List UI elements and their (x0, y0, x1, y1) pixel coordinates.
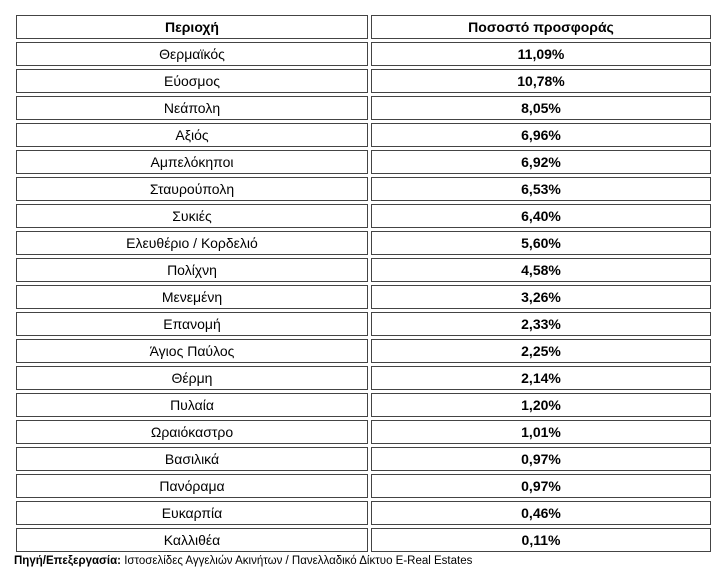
offer-percentage-cell: 2,33% (371, 312, 711, 336)
offer-percentage-cell: 3,26% (371, 285, 711, 309)
region-cell: Πολίχνη (16, 258, 368, 282)
region-cell: Αμπελόκηποι (16, 150, 368, 174)
table-row (16, 393, 711, 417)
region-cell: Νεάπολη (16, 96, 368, 120)
table-row (16, 123, 711, 147)
offer-percentage-cell: 6,53% (371, 177, 711, 201)
table-row (16, 231, 711, 255)
table-row (16, 447, 711, 471)
table-row (16, 42, 711, 66)
offer-percentage-cell: 6,40% (371, 204, 711, 228)
table-header-row (16, 15, 711, 39)
region-cell: Μενεμένη (16, 285, 368, 309)
table-row (16, 420, 711, 444)
table-row (16, 258, 711, 282)
region-cell: Πανόραμα (16, 474, 368, 498)
region-cell: Εύοσμος (16, 69, 368, 93)
region-cell: Επανομή (16, 312, 368, 336)
region-cell: Άγιος Παύλος (16, 339, 368, 363)
header-region: Περιοχή (16, 15, 368, 39)
offer-percentage-cell: 0,46% (371, 501, 711, 525)
region-cell: Συκιές (16, 204, 368, 228)
source-note (14, 555, 472, 567)
source-label: Πηγή/Επεξεργασία: (14, 555, 121, 567)
offer-percentage-table (13, 12, 714, 555)
region-cell: Θερμαϊκός (16, 42, 368, 66)
offer-percentage-cell: 1,01% (371, 420, 711, 444)
source-text: Ιστοσελίδες Αγγελιών Ακινήτων / Πανελλαδικό Δίκτυο E-Real Estates (121, 555, 473, 567)
offer-percentage-cell: 6,92% (371, 150, 711, 174)
offer-percentage-cell: 0,11% (371, 528, 711, 552)
table-row (16, 285, 711, 309)
table-row (16, 339, 711, 363)
table-row (16, 96, 711, 120)
region-cell: Ωραιόκαστρο (16, 420, 368, 444)
offer-percentage-cell: 1,20% (371, 393, 711, 417)
offer-percentage-cell: 11,09% (371, 42, 711, 66)
offer-percentage-cell: 5,60% (371, 231, 711, 255)
region-cell: Πυλαία (16, 393, 368, 417)
table-row (16, 501, 711, 525)
table-row (16, 69, 711, 93)
table-body (16, 42, 711, 552)
offer-percentage-cell: 0,97% (371, 474, 711, 498)
table-row (16, 528, 711, 552)
offer-percentage-cell: 2,14% (371, 366, 711, 390)
region-cell: Βασιλικά (16, 447, 368, 471)
region-cell: Αξιός (16, 123, 368, 147)
table-row (16, 177, 711, 201)
offer-percentage-cell: 2,25% (371, 339, 711, 363)
table-row (16, 204, 711, 228)
offer-table-container (13, 12, 711, 555)
region-cell: Σταυρούπολη (16, 177, 368, 201)
region-cell: Ελευθέριο / Κορδελιό (16, 231, 368, 255)
region-cell: Ευκαρπία (16, 501, 368, 525)
table-row (16, 312, 711, 336)
offer-percentage-cell: 6,96% (371, 123, 711, 147)
table-row (16, 150, 711, 174)
table-row (16, 366, 711, 390)
region-cell: Θέρμη (16, 366, 368, 390)
header-offer-percentage: Ποσοστό προσφοράς (371, 15, 711, 39)
region-cell: Καλλιθέα (16, 528, 368, 552)
table-row (16, 474, 711, 498)
offer-percentage-cell: 8,05% (371, 96, 711, 120)
offer-percentage-cell: 4,58% (371, 258, 711, 282)
offer-percentage-cell: 10,78% (371, 69, 711, 93)
offer-percentage-cell: 0,97% (371, 447, 711, 471)
